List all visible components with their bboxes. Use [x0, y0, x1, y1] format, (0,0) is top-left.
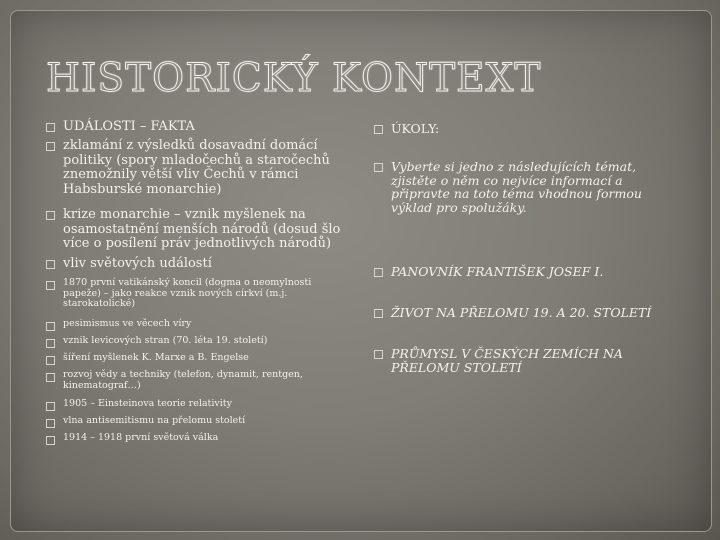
list-item [374, 160, 664, 214]
list-item-text: PANOVNÍK FRANTIŠEK JOSEF I. [391, 264, 604, 279]
bullet-icon [46, 436, 55, 445]
bullet-icon [374, 268, 383, 277]
list-item-text: 1870 první vatikánský koncil (dogma o neomylnosti papeže) – jako reakce vznik nových církví (m.j. starokatolické) [63, 277, 312, 309]
list-item-text: krize monarchie – vznik myšlenek na osamostatnění menších národů (dosud šlo více o posílení práv jednotlivých národů) [63, 207, 341, 251]
list-item [374, 122, 664, 136]
list-item-text: ŽIVOT NA PŘELOMU 19. A 20. STOLETÍ [391, 305, 652, 320]
list-item-text: PRŮMYSL V ČESKÝCH ZEMÍCH NA PŘELOMU STOLETÍ [391, 346, 623, 375]
bullet-icon [46, 281, 55, 290]
list-item [374, 265, 664, 279]
bullet-icon [46, 356, 55, 365]
bullet-icon [374, 125, 383, 134]
bullet-icon [46, 419, 55, 428]
list-item [46, 208, 346, 252]
list-item-text: 1905 – Einsteinova teorie relativity [63, 398, 232, 409]
list-item [46, 278, 346, 310]
bullet-icon [374, 309, 383, 318]
list-item-text: ÚKOLY: [391, 121, 440, 136]
list-item [374, 347, 664, 374]
list-item [46, 370, 346, 391]
bullet-icon [374, 350, 383, 359]
list-item [46, 336, 346, 348]
list-item-text: Vyberte si jedno z následujících témat, zjistěte o něm co nejvíce informací a připravte na toto téma vhodnou formou výklad pro spolužáky. [391, 159, 642, 215]
list-item-text: pesimismus ve věcech víry [63, 318, 192, 329]
list-item [46, 416, 346, 428]
list-item-text: rozvoj vědy a techniky (telefon, dynamit, rentgen, kinematograf…) [63, 369, 303, 391]
bullet-icon [46, 260, 55, 269]
list-item-text: vliv světových událostí [63, 256, 212, 271]
bullet-icon [46, 142, 55, 151]
bullet-icon [374, 163, 383, 172]
list-item [46, 433, 346, 445]
list-item-text: 1914 – 1918 první světová válka [63, 432, 219, 443]
list-item [46, 120, 346, 135]
list-item-text: vznik levicových stran (70. léta 19. století) [63, 335, 268, 346]
bullet-icon [46, 322, 55, 331]
bullet-icon [46, 339, 55, 348]
slide-title: HISTORICKÝ KONTEXT [46, 56, 542, 101]
list-item [46, 139, 346, 197]
list-item-text: šíření myšlenek K. Marxe a B. Engelse [63, 352, 249, 363]
list-item-text: UDÁLOSTI – FAKTA [63, 119, 195, 134]
list-item [374, 306, 664, 320]
bullet-icon [46, 402, 55, 411]
list-item-text: vlna antisemitismu na přelomu století [63, 415, 246, 426]
list-item-text: zklamání z výsledků dosavadní domácí politiky (spory mladočechů a staročechů znemožnily větší vliv Čechů v rámci Habsburské monarchie) [63, 138, 330, 197]
list-item [46, 257, 346, 272]
list-item [46, 319, 346, 331]
bullet-icon [46, 211, 55, 220]
list-item [46, 399, 346, 411]
bullet-icon [46, 373, 55, 382]
list-item [46, 353, 346, 365]
bullet-icon [46, 123, 55, 132]
